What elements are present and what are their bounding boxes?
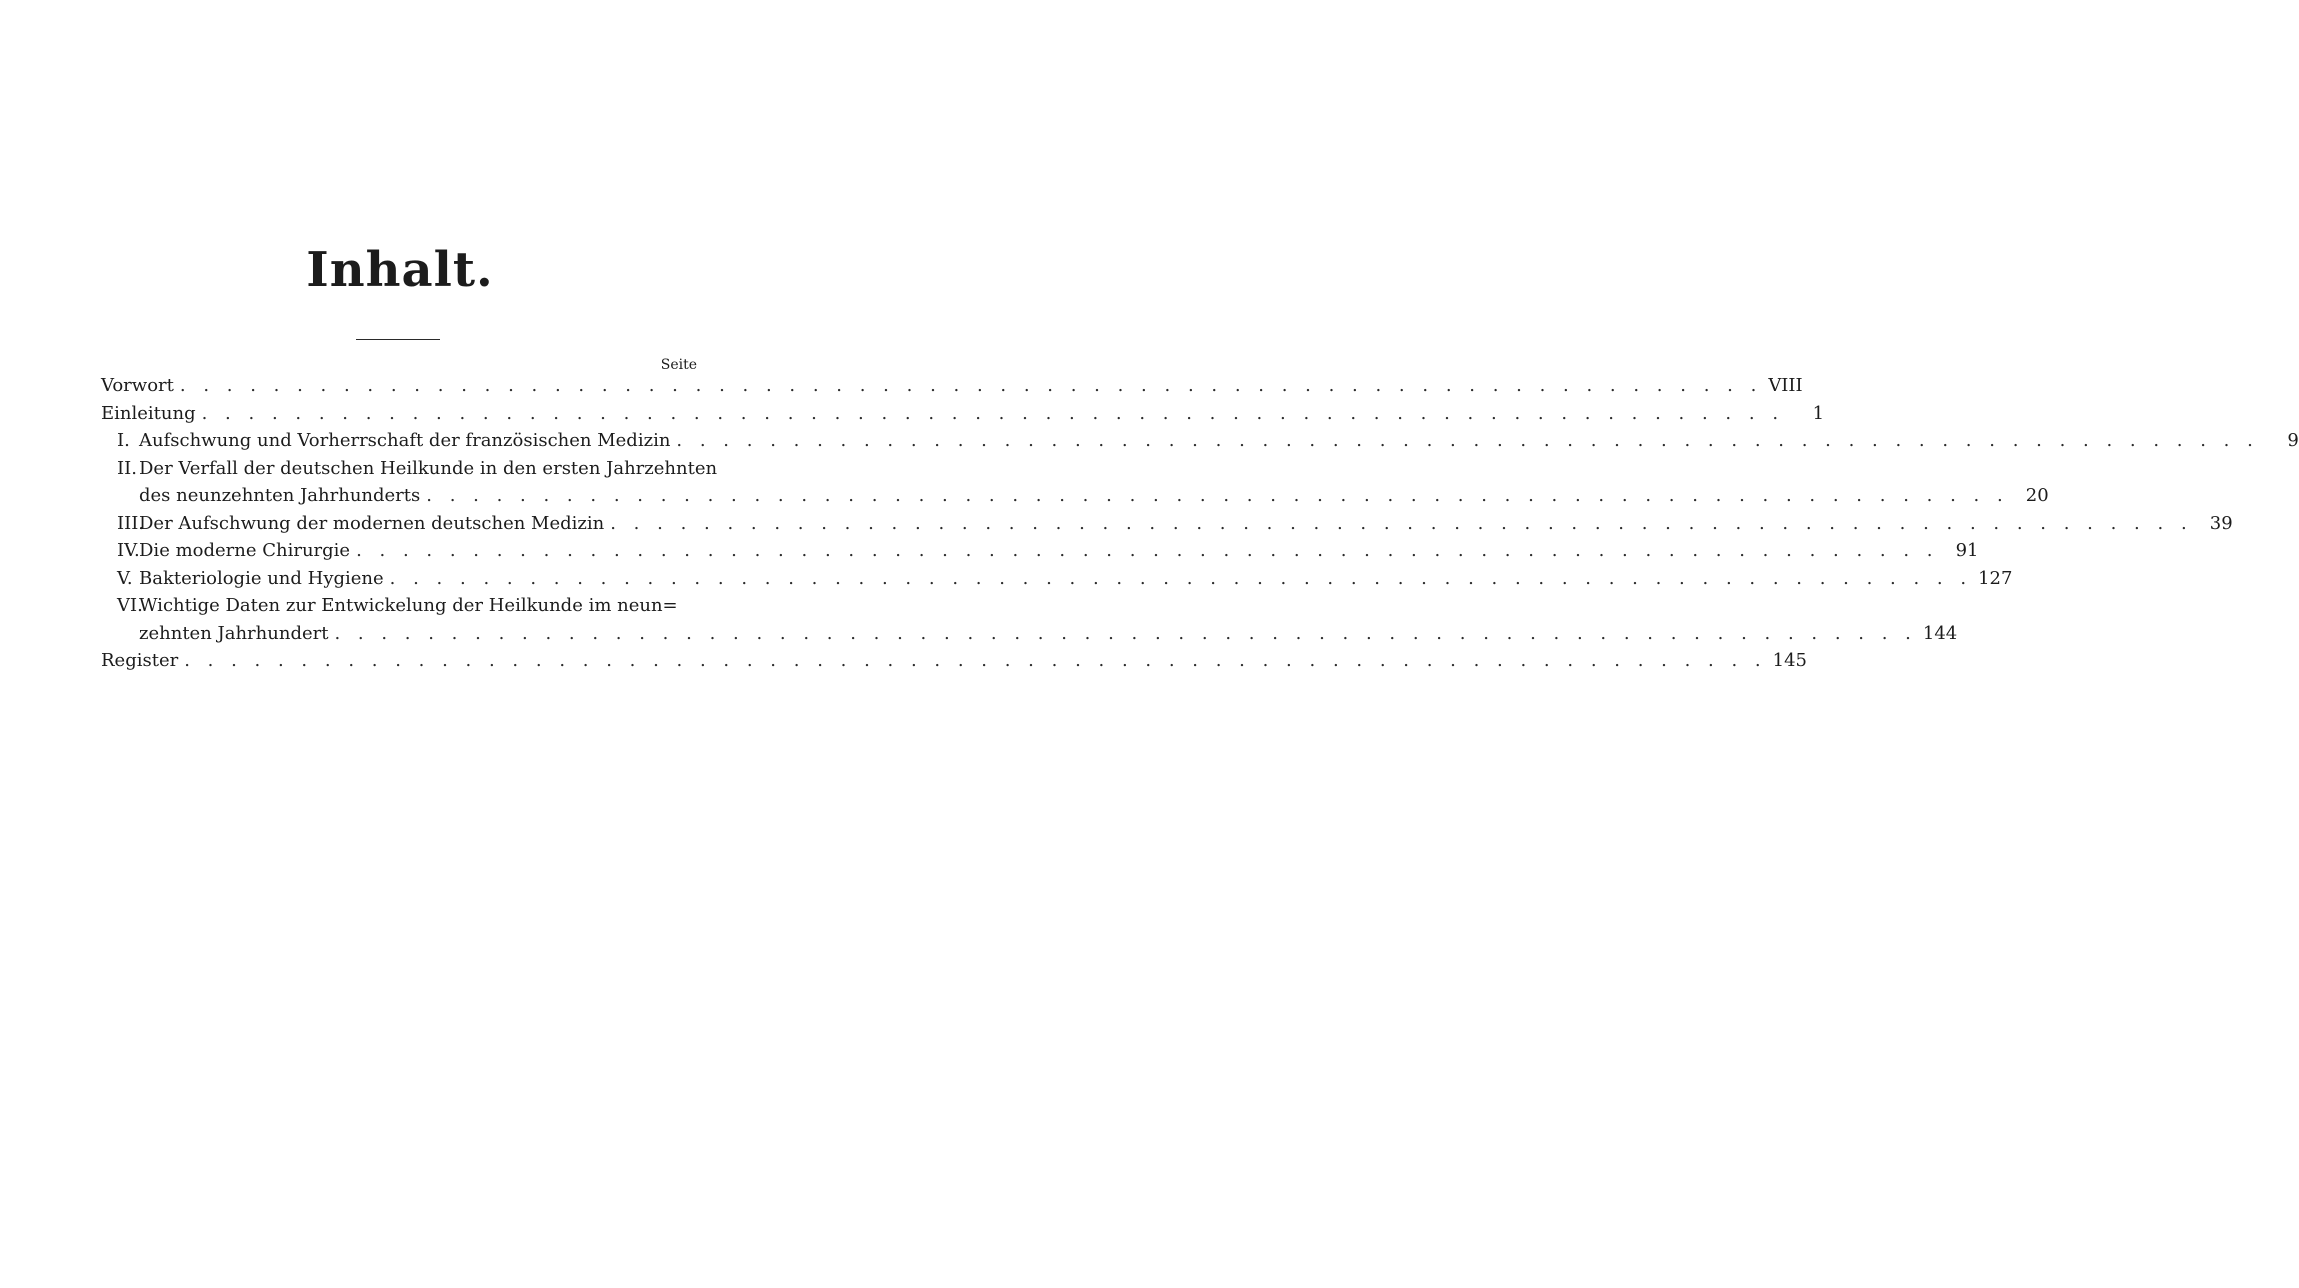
chapter-numeral: III. bbox=[117, 512, 145, 534]
dot-leader bbox=[670, 427, 2258, 455]
toc-entry-title: Der Verfall der deutschen Heilkunde in den ersten Jahrzehnten bbox=[139, 457, 718, 479]
toc-entry-title: Aufschwung und Vorherrschaft der französischen Medizin bbox=[139, 430, 671, 451]
toc-entry-vorwort bbox=[101, 372, 1803, 400]
dot-leader bbox=[196, 400, 1784, 428]
toc-page-number: 1 bbox=[1812, 402, 1825, 424]
chapter-numeral: II. bbox=[117, 457, 137, 479]
page-title: Inhalt. bbox=[306, 242, 494, 298]
page-column-header: Seite bbox=[660, 357, 697, 373]
chapter-numeral: I. bbox=[117, 430, 130, 451]
toc-entry-title: Die moderne Chirurgie bbox=[139, 540, 351, 561]
toc-entry-title: Register bbox=[101, 650, 179, 671]
toc-page-number: 91 bbox=[1955, 540, 1979, 561]
dot-leader bbox=[328, 620, 1916, 648]
toc-entry-title: Wichtige Daten zur Entwickelung der Heilkunde im neun= bbox=[139, 595, 678, 616]
chapter-numeral: VI. bbox=[117, 595, 143, 616]
toc-entry-chapter-6 bbox=[101, 592, 1958, 647]
toc-entry-register bbox=[101, 647, 1808, 675]
toc-entry-chapter-4 bbox=[101, 537, 1979, 565]
chapter-numeral: IV. bbox=[117, 540, 140, 561]
toc-page-number: 9 bbox=[2287, 430, 2299, 451]
dot-leader bbox=[350, 537, 1938, 565]
toc-entry-chapter-3 bbox=[101, 510, 2233, 538]
toc-entry-title-continued: zehnten Jahrhundert bbox=[139, 622, 329, 644]
toc-page-number: 145 bbox=[1772, 650, 1808, 671]
toc-page-number: 20 bbox=[2025, 485, 2049, 506]
dot-leader bbox=[604, 510, 2192, 538]
table-of-contents bbox=[101, 372, 2299, 675]
dot-leader bbox=[174, 372, 1762, 400]
dot-leader bbox=[420, 482, 2008, 510]
toc-page-number: VIII bbox=[1768, 375, 1803, 396]
toc-entry-title-continued: des neunzehnten Jahrhunderts bbox=[139, 485, 421, 506]
toc-page-number: 127 bbox=[1978, 567, 2013, 589]
toc-entry-title: Bakteriologie und Hygiene bbox=[139, 567, 384, 589]
toc-entry-title: Vorwort bbox=[101, 375, 174, 396]
toc-entry-chapter-2 bbox=[101, 455, 2049, 510]
toc-entry-chapter-5 bbox=[101, 565, 2013, 593]
toc-page-number: 39 bbox=[2209, 512, 2233, 534]
toc-entry-chapter-1 bbox=[101, 427, 2299, 455]
toc-entry-title: Der Aufschwung der modernen deutschen Medizin bbox=[139, 512, 605, 534]
toc-page-number: 144 bbox=[1922, 622, 1958, 644]
toc-entry-title: Einleitung bbox=[101, 402, 196, 424]
dot-leader bbox=[178, 647, 1766, 675]
dot-leader bbox=[384, 565, 1972, 593]
title-divider bbox=[356, 339, 440, 340]
chapter-numeral: V. bbox=[117, 567, 133, 589]
toc-entry-einleitung bbox=[101, 400, 1825, 428]
